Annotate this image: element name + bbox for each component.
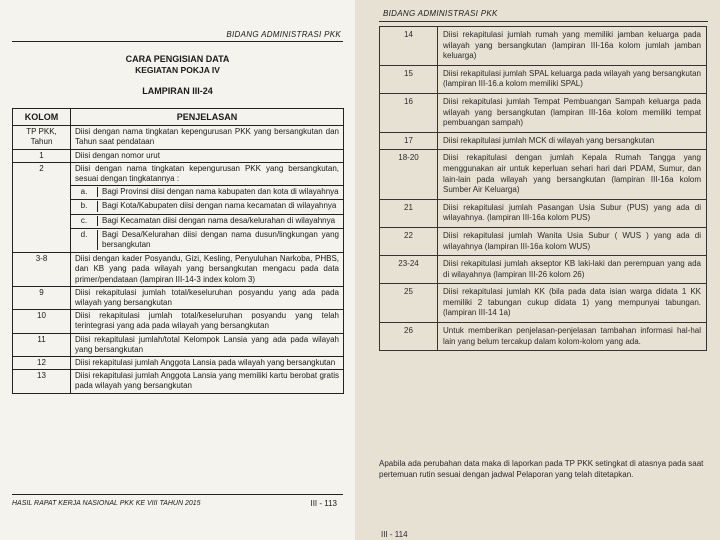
subitem <box>71 185 343 198</box>
kolom-cell: 9 <box>13 286 71 309</box>
page-number: III - 114 <box>381 530 408 539</box>
left-page <box>0 0 355 540</box>
penjelasan-cell: Diisi rekapitulasi jumlah Anggota Lansia pada wilayah yang bersangkutan <box>71 357 344 370</box>
kolom-cell: 22 <box>380 227 438 255</box>
kolom-cell: 23-24 <box>380 256 438 284</box>
penjelasan-cell: Diisi rekapitulasi jumlah MCK di wilayah yang bersangkutan <box>438 132 707 150</box>
penjelasan-cell: Diisi rekapitulasi jumlah rumah yang memiliki jamban keluarga pada wilayah yang bersangkutan (lampiran III-16a kolom jumlah jamban keluarga) <box>438 27 707 66</box>
penjelasan-cell: Diisi rekapitulasi jumlah Tempat Pembuangan Sampah keluarga pada wilayah yang bersangkutan (lampiran III-16a kolom memiliki tempat pembuangan sampah) <box>438 93 707 132</box>
penjelasan-cell: Diisi rekapitulasi jumlah Anggota Lansia yang memiliki kartu berobat gratis pada wilayah yang bersangkutan <box>71 370 344 393</box>
header-rule <box>12 41 343 42</box>
table-row <box>380 284 707 323</box>
table-row <box>380 199 707 227</box>
penjelasan-cell: Diisi rekapitulasi jumlah total/keseluruhan posyandu yang telah terintegrasi yang ada pada wilayah yang bersangkutan <box>71 310 344 333</box>
table-row <box>380 227 707 255</box>
subitem <box>71 214 343 227</box>
footer-rule <box>12 494 343 495</box>
subitem <box>71 199 343 212</box>
kolom-cell: 14 <box>380 27 438 66</box>
table-row <box>13 333 344 356</box>
table-row <box>13 126 344 149</box>
table-row <box>380 93 707 132</box>
subitem-text: Bagi Kota/Kabupaten diisi dengan nama kecamatan di wilayahnya <box>102 201 337 211</box>
penjelasan-table <box>12 108 344 394</box>
table-row <box>380 65 707 93</box>
kolom-cell: 13 <box>13 370 71 393</box>
kolom-cell: 16 <box>380 93 438 132</box>
subitem-text: Bagi Desa/Kelurahan diisi dengan nama dusun/lingkungan yang bersangkutan <box>102 229 339 250</box>
subitem-letter: d. <box>71 230 98 250</box>
table-row <box>13 370 344 393</box>
kolom-cell: 18-20 <box>380 150 438 199</box>
penjelasan-cell: Diisi rekapitulasi jumlah Wanita Usia Subur ( WUS ) yang ada di wilayahnya (lampiran III-16a kolom WUS) <box>438 227 707 255</box>
penjelasan-cell: Diisi rekapitulasi dengan jumlah Kepala Rumah Tangga yang menggunakan air untuk keperluan sehari hari dari PDAM, Sumur, dan lain-lain pada wilayah yang bersangkutan (lampiran III-16a kolom Sumber Air Keluarga) <box>438 150 707 199</box>
table-header-row <box>13 109 344 126</box>
table-row <box>380 150 707 199</box>
subitem-letter: b. <box>71 201 98 211</box>
column-header-kolom: KOLOM <box>13 109 71 126</box>
kolom-cell: 11 <box>13 333 71 356</box>
header-rule <box>379 21 708 22</box>
kolom-cell: 2 <box>13 162 71 252</box>
penjelasan-cell: Untuk memberikan penjelasan-penjelasan tambahan informasi hal-hal lain yang belum tercakup dalam kolom-kolom yang ada. <box>438 323 707 351</box>
penjelasan-cell: Diisi rekapitulasi jumlah KK (bila pada data isian warga didata 1 KK memiliki 2 tabungan cukup didata 1) yang mempunyai tabungan. (lampiran III-14 1a) <box>438 284 707 323</box>
table-row <box>380 132 707 150</box>
column-header-penjelasan: PENJELASAN <box>71 109 344 126</box>
kolom-cell: 3-8 <box>13 253 71 287</box>
kolom-cell: 1 <box>13 149 71 162</box>
penjelasan-cell: Diisi rekapitulasi jumlah Pasangan Usia Subur (PUS) yang ada di wilayahnya. (lampiran III-16a kolom PUS) <box>438 199 707 227</box>
table-row <box>380 27 707 66</box>
kolom-cell: 26 <box>380 323 438 351</box>
penjelasan-text: Diisi dengan nama tingkatan kepengurusan PKK yang bersangkutan, sesuai dengan tingkatannya : <box>75 163 339 184</box>
kolom-cell: 10 <box>13 310 71 333</box>
penjelasan-cell: Diisi rekapitulasi jumlah SPAL keluarga pada wilayah yang bersangkutan (lampiran III-16.a kolom memiliki SPAL) <box>438 65 707 93</box>
right-page <box>355 0 720 540</box>
running-header: BIDANG ADMINISTRASI PKK <box>226 30 341 39</box>
penjelasan-cell: Diisi dengan nama tingkatan kepengurusan PKK yang bersangkutan dan Tahun saat pendataan <box>71 126 344 149</box>
penjelasan-cell: Diisi rekapitulasi jumlah akseptor KB laki-laki dan perempuan yang ada di wilayahnya (lampiran III-26 kolom 26) <box>438 256 707 284</box>
page-title-line-2: KEGIATAN POKJA IV <box>135 65 220 75</box>
page-title-line-1: CARA PENGISIAN DATA <box>125 54 230 64</box>
subitem-letter: c. <box>71 216 98 226</box>
table-row <box>13 286 344 309</box>
penjelasan-table-continued <box>379 26 707 351</box>
penjelasan-cell: Diisi dengan nomor urut <box>71 149 344 162</box>
running-header: BIDANG ADMINISTRASI PKK <box>383 9 498 18</box>
penjelasan-cell-with-subitems <box>71 162 344 252</box>
penjelasan-cell: Diisi rekapitulasi jumlah/total Kelompok Lansia yang ada pada wilayah yang bersangkutan <box>71 333 344 356</box>
table-row <box>13 357 344 370</box>
footer-text: HASIL RAPAT KERJA NASIONAL PKK KE VIII TAHUN 2015 <box>12 500 201 507</box>
penjelasan-cell: Diisi rekapitulasi jumlah total/keseluruhan posyandu yang ada pada wilayah yang bersangkutan <box>71 286 344 309</box>
table-row <box>380 256 707 284</box>
table-row <box>13 310 344 333</box>
table-row <box>13 149 344 162</box>
lampiran-label: LAMPIRAN III-24 <box>142 86 213 96</box>
kolom-cell: 12 <box>13 357 71 370</box>
kolom-cell: 15 <box>380 65 438 93</box>
subitem <box>71 228 343 251</box>
subitem-text: Bagi Provinsi diisi dengan nama kabupaten dan kota di wilayahnya <box>102 187 339 197</box>
table-row <box>380 323 707 351</box>
penjelasan-cell: Diisi dengan kader Posyandu, Gizi, Kesling, Penyuluhan Narkoba, PHBS, dan KB yang pada wilayah yang bersangkutan mengacu pada data primer/pendataan (lampiran III-14-3 index kolom 3) <box>71 253 344 287</box>
page-number: III - 113 <box>310 499 337 508</box>
subitem-letter: a. <box>71 187 98 197</box>
kolom-cell: 17 <box>380 132 438 150</box>
subitem-text: Bagi Kecamatan diisi dengan nama desa/kelurahan di wilayahnya <box>102 215 336 225</box>
kolom-cell: 21 <box>380 199 438 227</box>
table-row <box>13 162 344 252</box>
reporting-note: Apabila ada perubahan data maka di laporkan pada TP PKK setingkat di atasnya pada saat pertemuan rutin sesuai dengan jadwal Pelaporan yang telah ditetapkan. <box>379 459 704 479</box>
kolom-cell: 25 <box>380 284 438 323</box>
table-row <box>13 253 344 287</box>
kolom-cell: TP PKK, Tahun <box>13 126 71 149</box>
